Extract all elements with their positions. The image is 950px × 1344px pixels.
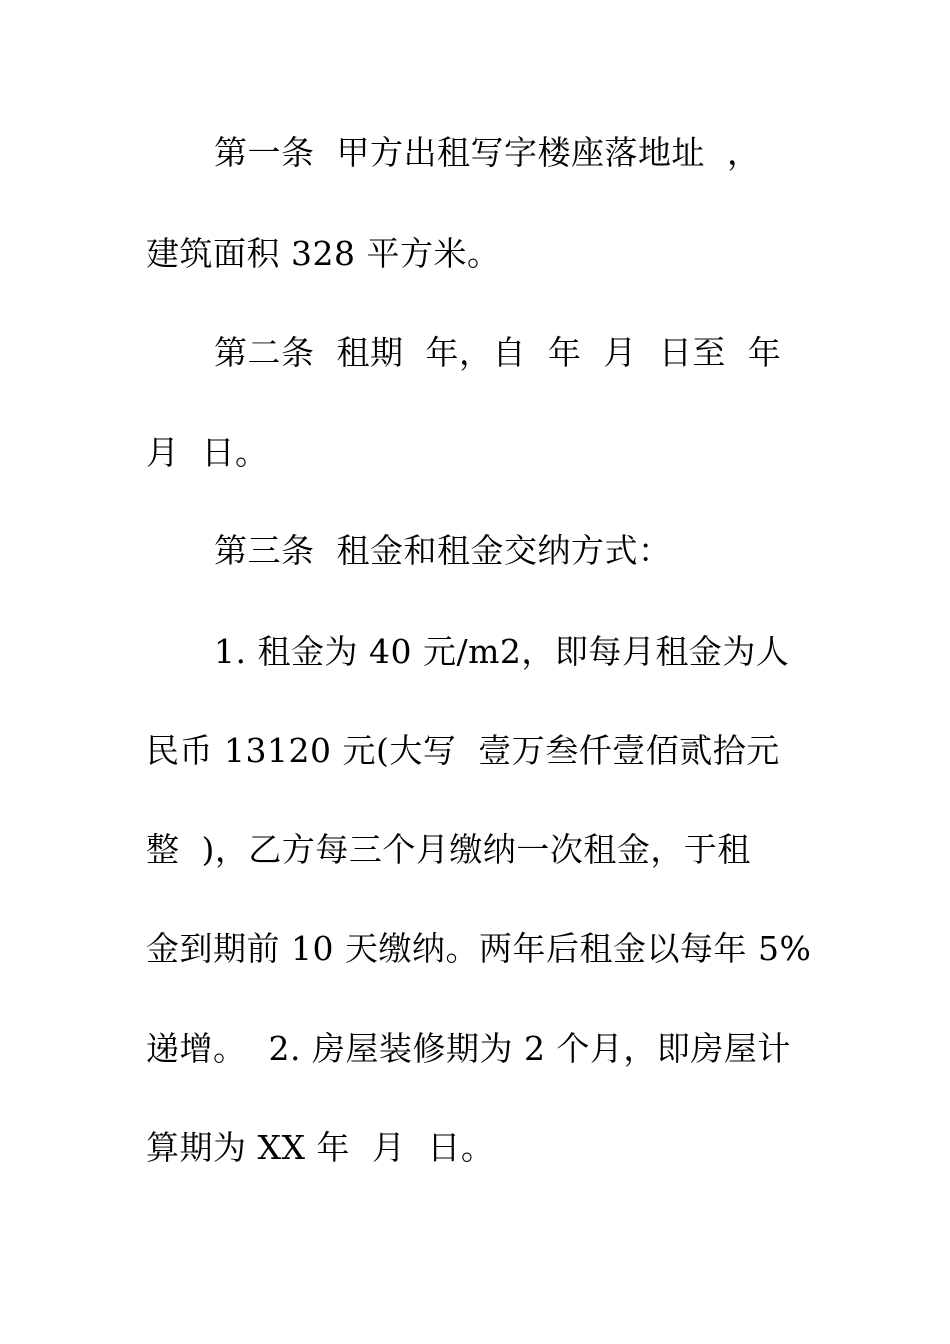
article-3-heading: 第三条 租金和租金交纳方式： (214, 531, 672, 570)
article-1-line-1: 第一条 甲方出租写字楼座落地址 ， (214, 133, 761, 172)
article-3-item-1-line-3: 整 )，乙方每三个月缴纳一次租金，于租 (146, 830, 751, 869)
article-2-line-1: 第二条 租期 年，自 年 月 日至 年 (214, 333, 782, 372)
article-3-item-1-line-1: 1. 租金为 40 元/m2，即每月租金为人 (214, 632, 790, 671)
article-3-item-2-line-2: 算期为 XX 年 月 日。 (146, 1128, 495, 1167)
article-3-item-1-line-4: 金到期前 10 天缴纳。两年后租金以每年 5% (146, 929, 812, 968)
article-3-item-1-line-2: 民币 13120 元(大写 壹万叁仟壹佰贰拾元 (146, 731, 780, 770)
article-2-line-2: 月 日。 (146, 433, 269, 472)
article-1-line-2: 建筑面积 328 平方米。 (146, 234, 501, 273)
article-3-item-2-line-1: 递增。 2. 房屋装修期为 2 个月，即房屋计 (146, 1029, 791, 1068)
